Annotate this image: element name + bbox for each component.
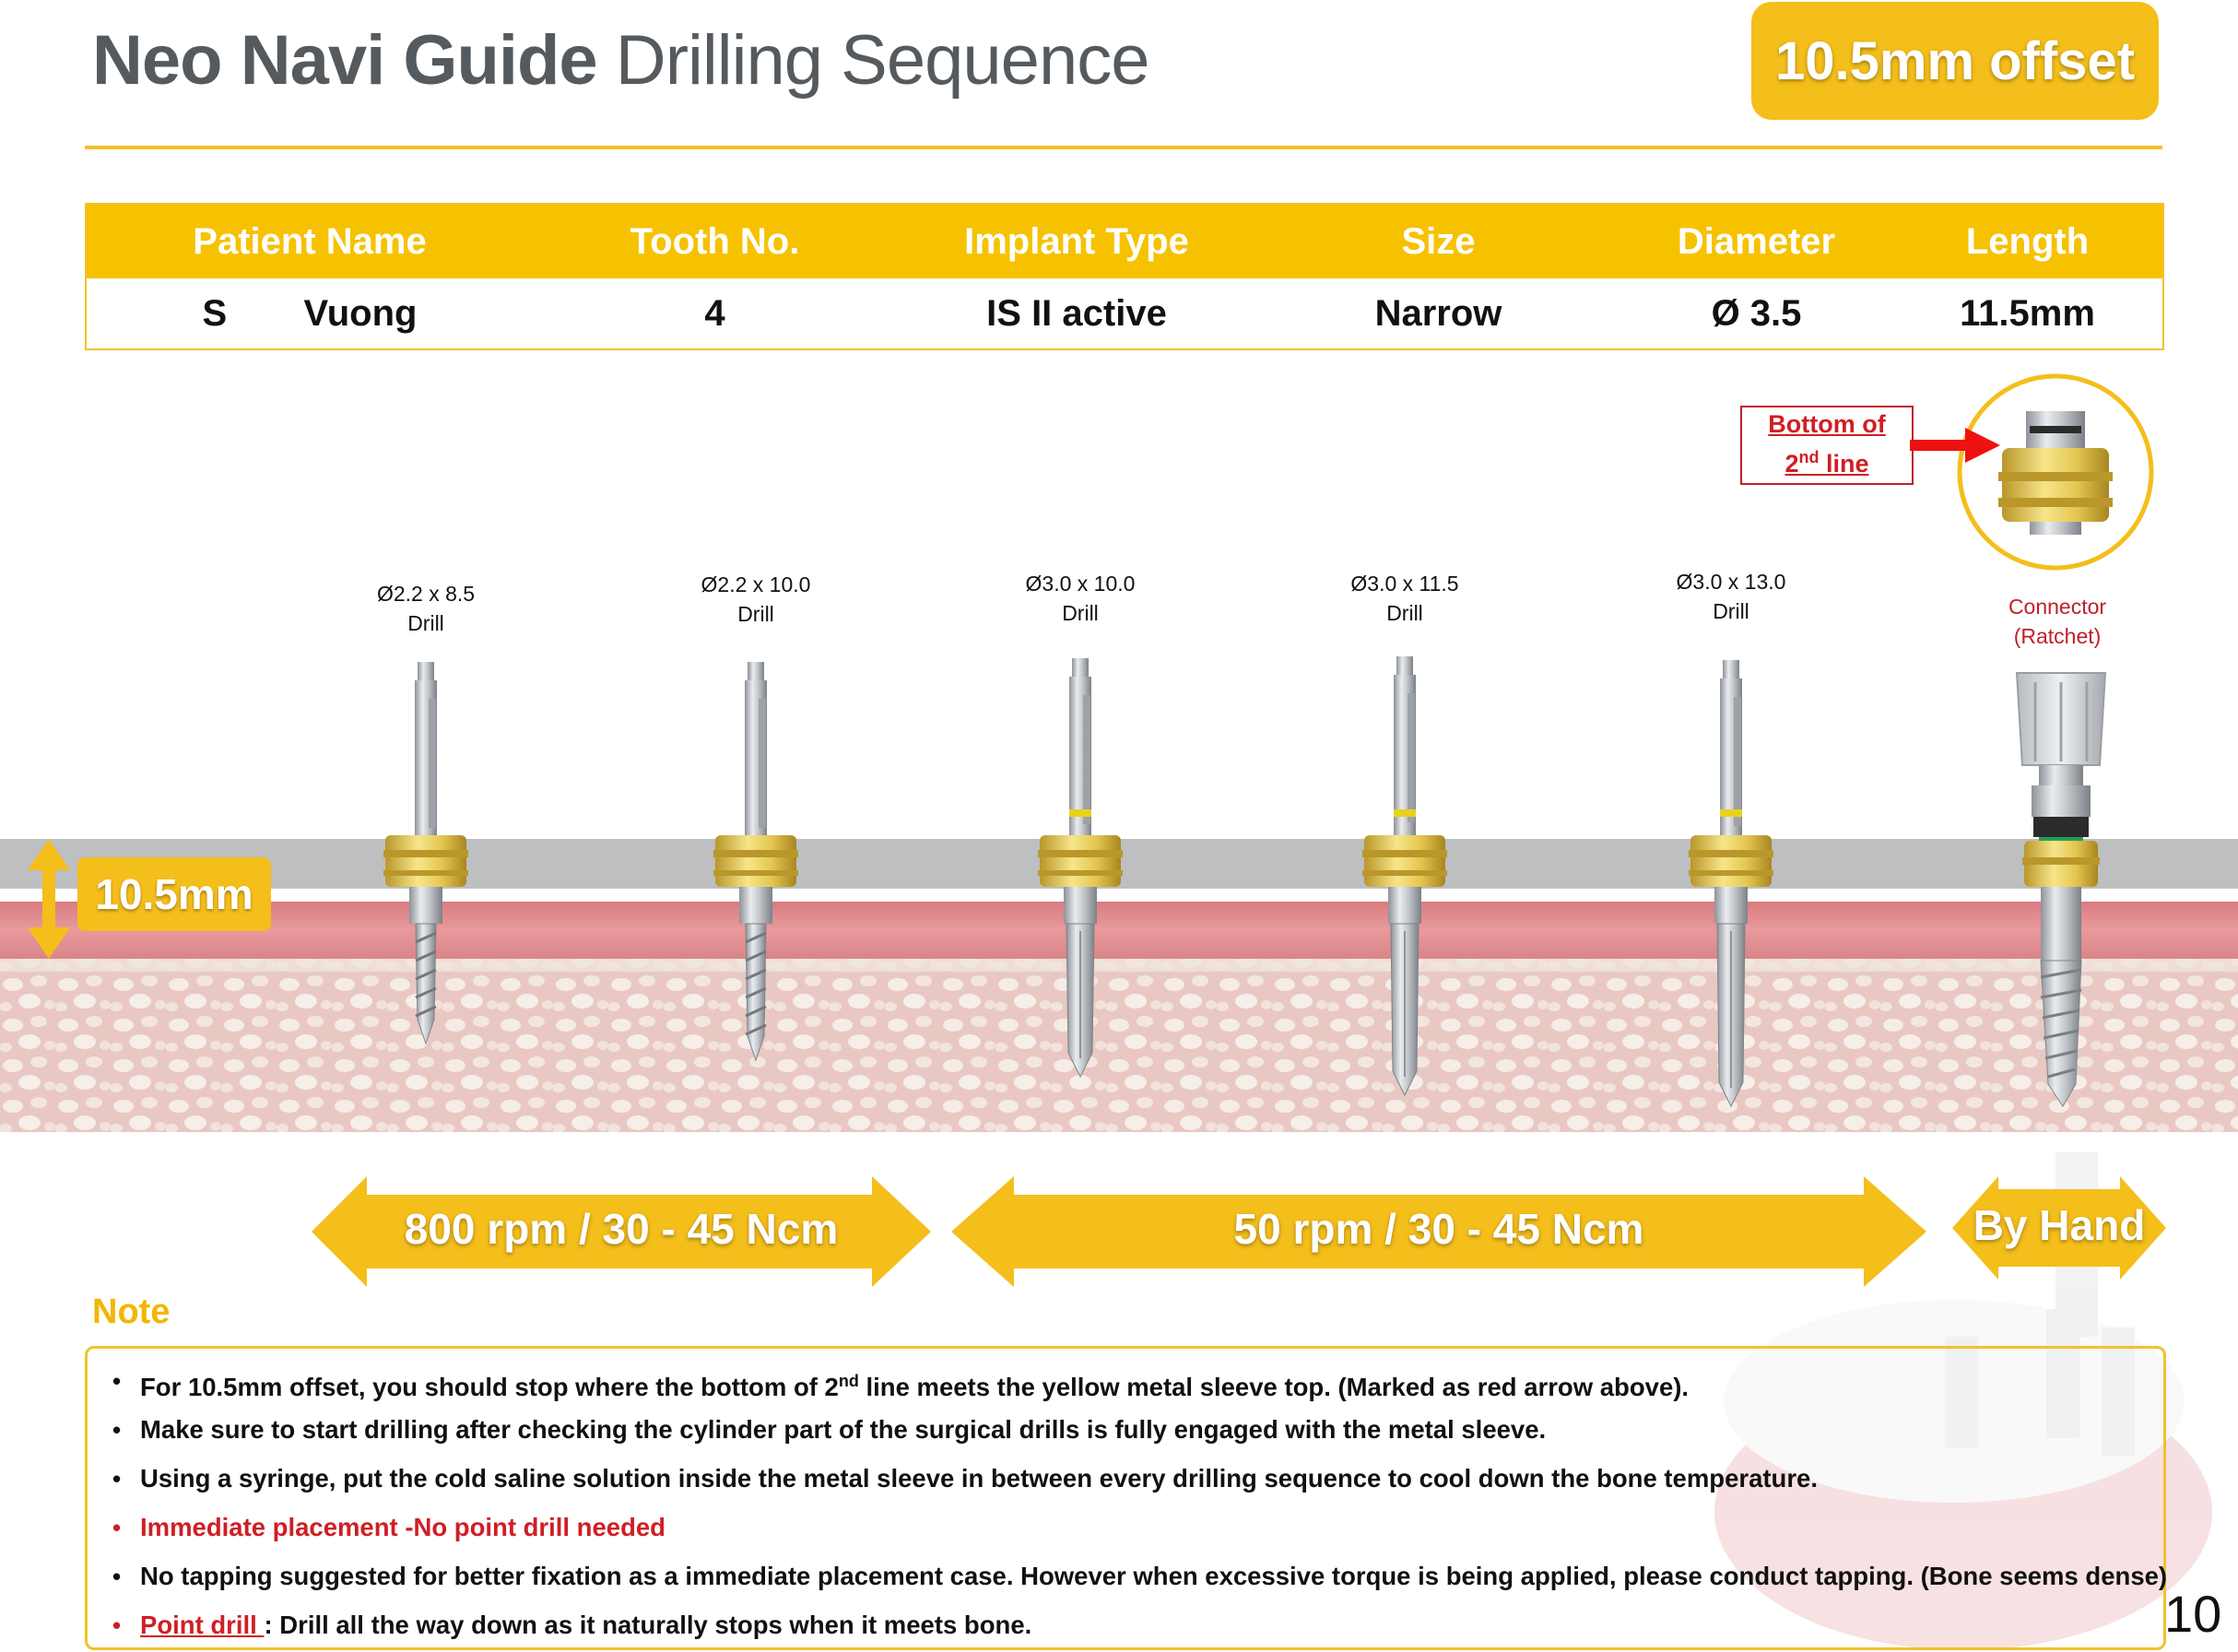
- page-number: 10: [2164, 1585, 2222, 1643]
- drill-spec: Ø3.0 x 11.5: [1350, 572, 1459, 596]
- header-size: Size: [1256, 204, 1620, 278]
- cell-length: 11.5mm: [1892, 278, 2163, 349]
- speed-label-50rpm: 50 rpm / 30 - 45 Ncm: [1233, 1205, 1644, 1253]
- gum-layer: [0, 902, 2238, 959]
- header-implant-type: Implant Type: [897, 204, 1256, 278]
- header-tooth-no: Tooth No.: [533, 204, 897, 278]
- offset-marker-badge: 10.5mm: [77, 857, 271, 931]
- note-item: • Make sure to start drilling after checking the cylinder part of the surgical drills is fully engaged with the metal sleeve.: [112, 1415, 1547, 1444]
- cell-implant-type: IS II active: [897, 278, 1256, 349]
- cell-diameter: Ø 3.5: [1620, 278, 1892, 349]
- callout-line1: Bottom of: [1768, 410, 1886, 438]
- header-diameter: Diameter: [1620, 204, 1892, 278]
- bone-layer: [0, 959, 2238, 1132]
- patient-last: Vuong: [303, 292, 418, 334]
- drill-label-1: [334, 579, 518, 638]
- drill-spec: Ø3.0 x 10.0: [1025, 572, 1136, 596]
- cell-size: Narrow: [1256, 278, 1620, 349]
- offset-badge: 10.5mm offset: [1751, 2, 2159, 120]
- drill-name: Drill: [737, 602, 774, 626]
- drill-label-5: [1639, 567, 1823, 626]
- drill-name: Drill: [1386, 601, 1423, 625]
- note-item: • Using a syringe, put the cold saline solution inside the metal sleeve in between every drilling sequence to cool down the bone temperature.: [112, 1464, 1818, 1493]
- speed-label-800rpm: 800 rpm / 30 - 45 Ncm: [404, 1205, 839, 1253]
- patient-first: S: [202, 292, 228, 334]
- connector-label: [1965, 592, 2150, 651]
- drill-spec: Ø3.0 x 13.0: [1676, 570, 1786, 594]
- connector-label-line2: (Ratchet): [2013, 624, 2102, 648]
- drill-name: Drill: [1713, 599, 1749, 623]
- point-drill-link[interactable]: Point drill: [140, 1611, 265, 1639]
- drill-name: Drill: [1062, 601, 1099, 625]
- connector-label-line1: Connector: [2008, 595, 2107, 619]
- note-item: • For 10.5mm offset, you should stop where the bottom of 2nd line meets the yellow metal sleeve top. (Marked as red arrow above).: [112, 1367, 1690, 1402]
- note-item-point-drill: • Point drill : Drill all the way down as it naturally stops when it meets bone.: [112, 1611, 1032, 1639]
- drill-label-3: [988, 569, 1172, 628]
- sleeve-magnifier: [1960, 376, 2151, 568]
- header-patient-name: Patient Name: [86, 204, 533, 278]
- title-brand: Neo Navi Guide: [92, 21, 597, 100]
- drill-spec: Ø2.2 x 10.0: [701, 572, 811, 596]
- note-item-warning: • Immediate placement -No point drill needed: [112, 1513, 666, 1541]
- header-length: Length: [1892, 204, 2163, 278]
- note-title: Note: [92, 1292, 171, 1331]
- drill-spec: Ø2.2 x 8.5: [376, 582, 476, 606]
- note-item: • No tapping suggested for better fixation as a immediate placement case. However when excessive torque is being applied, please conduct tapping. (Bone seems dense): [112, 1562, 2168, 1590]
- drill-name: Drill: [407, 611, 444, 635]
- drill-label-2: [664, 570, 848, 629]
- speed-label-by-hand: By Hand: [1973, 1201, 2146, 1249]
- drill-label-4: [1313, 569, 1497, 628]
- note-list: [109, 1357, 2168, 1650]
- title-subtitle: Drilling Sequence: [596, 21, 1149, 100]
- callout-line2: 2nd line: [1785, 448, 1869, 478]
- cell-tooth-no: 4: [533, 278, 897, 349]
